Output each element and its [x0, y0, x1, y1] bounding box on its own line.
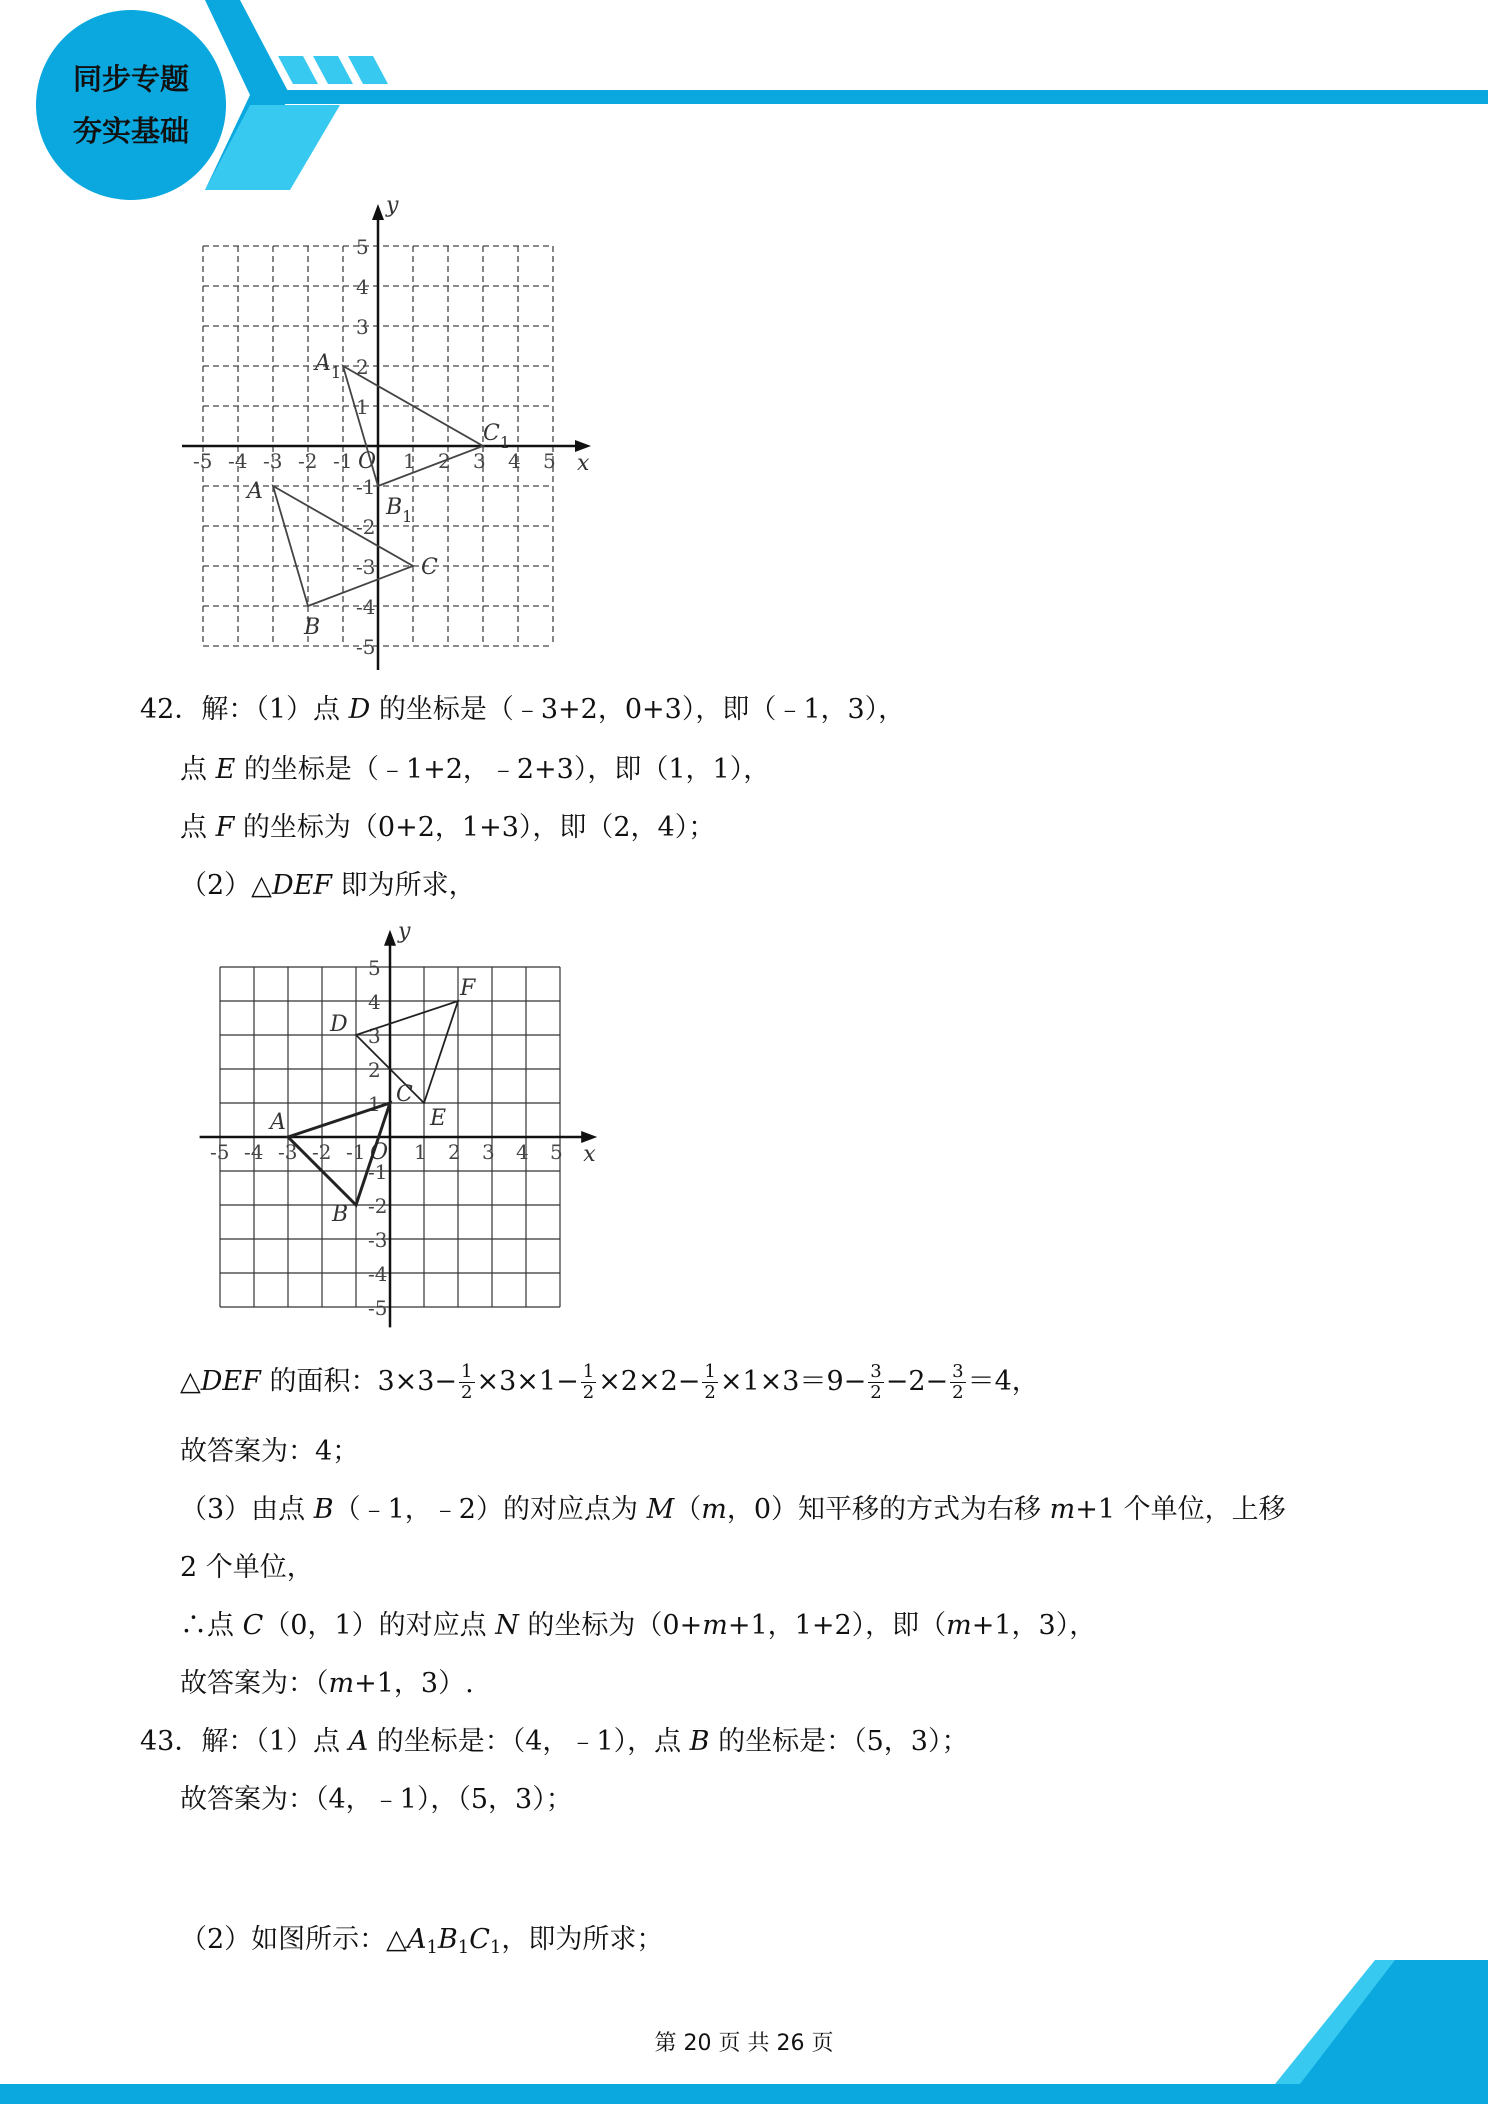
- text-span: ×1×3＝9−: [719, 1366, 867, 1397]
- x-tick-label: 2: [438, 449, 451, 473]
- fraction: [459, 1362, 474, 1403]
- header-band: [275, 90, 1488, 104]
- question-number: 42．: [140, 694, 202, 725]
- fraction: [950, 1362, 965, 1403]
- x-tick-label: -4: [244, 1140, 264, 1164]
- var: N: [495, 1610, 519, 1641]
- q42-part3-line-1: [180, 1490, 1286, 1530]
- subscript: 1: [457, 1937, 470, 1958]
- text-span: ，即为所求；: [501, 1924, 664, 1955]
- text-span: ，0）知平移的方式为右移: [726, 1494, 1050, 1525]
- var: m: [946, 1610, 972, 1641]
- var: m: [702, 1610, 728, 1641]
- text-span: −2−: [885, 1366, 949, 1397]
- q42-line-4: [180, 866, 476, 906]
- x-tick-label: -1: [346, 1140, 366, 1164]
- text-span: ∴点: [180, 1610, 243, 1641]
- y-tick-label: 1: [368, 1092, 381, 1116]
- y-tick-label: 3: [368, 1024, 381, 1048]
- y-tick-label: -2: [356, 515, 376, 539]
- text-span: 的坐标是（﹣1+2，﹣2+3），即（1，1），: [235, 754, 771, 785]
- origin-label: O: [358, 449, 377, 474]
- point-label-A1: $A_1$: [315, 351, 342, 382]
- q42-line-2: [180, 750, 770, 790]
- y-axis-label: y: [386, 193, 399, 218]
- badge-line-2: 夯实基础: [72, 114, 189, 148]
- text-span: +1，1+2），即（: [727, 1610, 947, 1641]
- y-tick-label: 1: [356, 395, 369, 419]
- var: M: [646, 1494, 675, 1525]
- q42-part3-line-2: 2 个单位，: [180, 1552, 314, 1583]
- y-tick-label: 2: [368, 1058, 381, 1082]
- answer-2: [180, 1664, 474, 1704]
- x-tick-label: 5: [550, 1140, 563, 1164]
- point-label-A: A: [247, 479, 263, 504]
- x-tick-label: 1: [403, 449, 416, 473]
- var: F: [215, 812, 235, 843]
- y-tick-label: -1: [356, 475, 376, 499]
- x-axis-label: x: [583, 1142, 596, 1167]
- y-tick-label: -2: [368, 1194, 388, 1218]
- text-span: 解：（1）点: [201, 694, 349, 725]
- x-tick-label: 3: [482, 1140, 495, 1164]
- footer-band: [0, 2084, 1488, 2104]
- area-line: [180, 1362, 1039, 1403]
- y-tick-label: 3: [356, 315, 369, 339]
- var: B: [313, 1494, 334, 1525]
- x-tick-label: 1: [414, 1140, 427, 1164]
- x-axis-label: x: [577, 451, 590, 476]
- y-tick-label: 4: [368, 990, 381, 1014]
- frac-num: 3: [870, 1361, 882, 1382]
- text-span: 的坐标是（﹣3+2，0+3），即（﹣1，3），: [370, 694, 906, 725]
- var: C: [469, 1924, 490, 1955]
- frac-den: 2: [461, 1382, 473, 1403]
- x-tick-label: 4: [516, 1140, 529, 1164]
- text-span: +1，3）.: [354, 1668, 474, 1699]
- var: m: [701, 1494, 727, 1525]
- header-badge: [36, 10, 226, 200]
- y-tick-label: -5: [368, 1296, 388, 1320]
- x-tick-label: -2: [312, 1140, 332, 1164]
- frac-num: 3: [952, 1361, 964, 1382]
- x-tick-label: 4: [508, 449, 521, 473]
- fraction: [702, 1362, 717, 1403]
- frac-den: 2: [582, 1382, 595, 1403]
- point-label-B: B: [332, 1202, 349, 1227]
- x-tick-label: -4: [228, 449, 248, 473]
- text-span: 的坐标为（0+: [518, 1610, 703, 1641]
- y-tick-label: 2: [356, 355, 369, 379]
- text-span: 的坐标是：（5，3）；: [709, 1726, 969, 1757]
- text-span: ×2×2−: [598, 1366, 701, 1397]
- point-label-B: B: [304, 615, 321, 640]
- y-axis-label: y: [398, 918, 411, 944]
- text-span: 的面积：3×3−: [260, 1366, 458, 1397]
- y-tick-label: -1: [368, 1160, 388, 1184]
- text-span: （﹣1，﹣2）的对应点为: [333, 1494, 647, 1525]
- header-stripe-3: [348, 56, 388, 84]
- y-tick-label: -4: [356, 595, 376, 619]
- text-span: 的坐标为（0+2，1+3），即（2，4）；: [234, 812, 716, 843]
- origin-label: O: [370, 1140, 389, 1165]
- y-tick-label: 5: [368, 956, 381, 980]
- y-tick-label: 5: [356, 235, 369, 259]
- text-span: 解：（1）点: [201, 1726, 349, 1757]
- coordinate-graph-1: [170, 193, 610, 670]
- text-span: △: [180, 1366, 201, 1397]
- text-span: 点: [180, 754, 216, 785]
- text-span: （2）如图所示：△: [180, 1924, 407, 1955]
- x-tick-label: 3: [473, 449, 486, 473]
- x-tick-label: -5: [193, 449, 213, 473]
- y-tick-label: -3: [368, 1228, 388, 1252]
- y-axis-arrow: [384, 930, 396, 946]
- q42-part3-line-3: [180, 1606, 1096, 1646]
- frac-num: 1: [582, 1361, 595, 1382]
- text-span: （0，1）的对应点: [263, 1610, 496, 1641]
- frac-num: 1: [461, 1361, 473, 1382]
- y-tick-label: 4: [356, 275, 369, 299]
- text-span: 的坐标是：（4，﹣1），点: [368, 1726, 690, 1757]
- y-axis-arrow: [372, 204, 384, 220]
- var: DEF: [200, 1366, 261, 1397]
- point-label-A: A: [270, 1110, 286, 1135]
- q42-line-1: [140, 690, 905, 730]
- var: B: [437, 1924, 458, 1955]
- point-label-E: E: [430, 1106, 447, 1131]
- answer-1: 故答案为：4；: [180, 1436, 360, 1467]
- frac-den: 2: [870, 1382, 882, 1403]
- x-tick-label: -1: [333, 449, 353, 473]
- frac-den: 2: [952, 1382, 964, 1403]
- text-span: 点: [180, 812, 216, 843]
- page-number: 第 20 页 共 26 页: [654, 2031, 834, 2056]
- text-span: （2）△: [180, 870, 272, 901]
- page-header: [0, 0, 1488, 200]
- var: m: [1049, 1494, 1076, 1525]
- header-stripe-1: [278, 56, 318, 84]
- y-tick-label: -5: [356, 635, 376, 659]
- x-tick-label: -5: [210, 1140, 230, 1164]
- point-label-C: C: [396, 1082, 413, 1107]
- subscript: 1: [426, 1937, 438, 1958]
- point-label-B1: $B_1$: [386, 495, 413, 526]
- x-tick-label: -3: [263, 449, 283, 473]
- question-number: 43．: [140, 1726, 202, 1757]
- header-stripe-2: [313, 56, 353, 84]
- text-span: 即为所求，: [332, 870, 476, 901]
- var: D: [348, 694, 371, 725]
- point-label-F: F: [460, 976, 476, 1001]
- footer-decoration: [0, 1904, 1488, 2104]
- q42-line-3: [180, 808, 715, 848]
- frac-den: 2: [704, 1382, 716, 1403]
- text-span: ＝4，: [967, 1366, 1039, 1397]
- point-label-C1: $C_1$: [483, 421, 511, 452]
- var: E: [215, 754, 236, 785]
- subscript: 1: [489, 1937, 502, 1958]
- q43-answer: 故答案为：（4，﹣1），（5，3）；: [180, 1784, 573, 1815]
- x-tick-label: -2: [298, 449, 318, 473]
- q43-line-1: [140, 1722, 968, 1762]
- var: m: [328, 1668, 355, 1699]
- var: A: [406, 1924, 427, 1955]
- x-tick-label: 2: [448, 1140, 461, 1164]
- y-tick-label: -4: [368, 1262, 388, 1286]
- text-span: +1 个单位，上移: [1075, 1494, 1286, 1525]
- var: A: [348, 1726, 369, 1757]
- fraction: [581, 1362, 596, 1403]
- y-tick-label: -3: [356, 555, 376, 579]
- x-tick-label: -3: [278, 1140, 298, 1164]
- coordinate-graph-2: [170, 920, 610, 1320]
- var: C: [242, 1610, 264, 1641]
- badge-line-1: 同步专题: [72, 62, 189, 96]
- text-span: （3）由点: [180, 1494, 314, 1525]
- var: DEF: [271, 870, 333, 901]
- text-span: ×3×1−: [476, 1366, 579, 1397]
- text-span: （: [674, 1494, 702, 1525]
- fraction: [868, 1362, 883, 1403]
- var: B: [689, 1726, 710, 1757]
- point-label-C: C: [421, 555, 438, 580]
- text-span: +1，3），: [971, 1610, 1097, 1641]
- text-span: 故答案为：（: [180, 1668, 329, 1699]
- x-tick-label: 5: [543, 449, 556, 473]
- point-label-D: D: [330, 1012, 348, 1037]
- frac-num: 1: [704, 1361, 716, 1382]
